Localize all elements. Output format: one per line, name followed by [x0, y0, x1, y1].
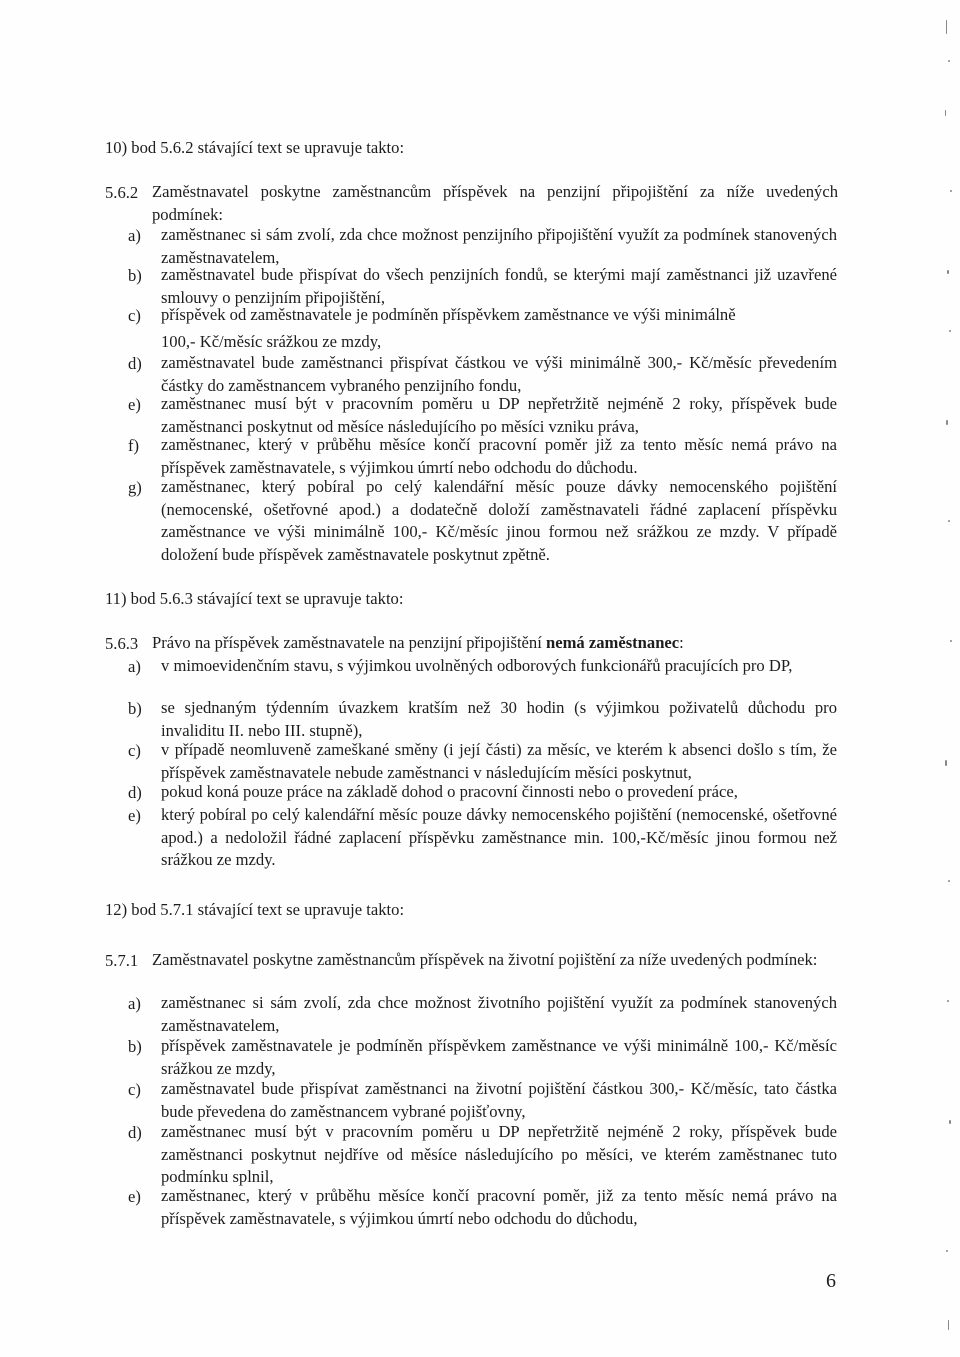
list-item: zaměstnanec, který v průběhu měsíce končí pracovní poměr již za tento měsíc nemá právo na příspěvek zaměstnavatele, s výjimkou úmrtí nebo odchodu do důchodu.: [161, 435, 837, 477]
scan-speck: [946, 420, 948, 425]
list-label: d): [128, 1123, 142, 1142]
list-item: zaměstnanec si sám zvolí, zda chce možnost životního pojištění využít za podmínek stanovených zaměstnavatelem,: [161, 993, 837, 1035]
scan-speck: [949, 330, 951, 332]
paragraph-text-part: :: [679, 633, 684, 652]
scan-speck: [947, 270, 949, 274]
paragraph-text-5-7-1: Zaměstnavatel poskytne zaměstnancům příspěvek na životní pojištění za níže uvedených podmínek:: [152, 950, 818, 969]
list-item: zaměstnanec, který pobíral po celý kalendářní měsíc pouze dávky nemocenského pojištění (nemocenské, ošetřovné apod.) a dodatečně doloží zaměstnavateli řádné zaplacení příspěvku zaměstnance ve výši minimálně 100,- Kč/měsíc jinou formou než srážkou ze mzdy. V případě doložení bude příspěvek zaměstnavatele poskytnut zpětně.: [161, 477, 837, 564]
list-item-continuation: 100,- Kč/měsíc srážkou ze mzdy,: [161, 332, 382, 351]
section-heading-10: 10) bod 5.6.2 stávající text se upravuje takto:: [105, 138, 405, 157]
section-heading-12: 12) bod 5.7.1 stávající text se upravuje takto:: [105, 900, 405, 919]
paragraph-number-5-6-3: 5.6.3: [105, 634, 139, 653]
list-label: b): [128, 266, 142, 285]
list-item: zaměstnanec, který v průběhu měsíce končí pracovní poměr, již za tento měsíc nemá právo na příspěvek zaměstnavatele, s výjimkou úmrtí nebo odchodu do důchodu,: [161, 1186, 837, 1228]
scan-speck: [948, 880, 950, 882]
list-label: a): [128, 994, 141, 1013]
section-heading-11: 11) bod 5.6.3 stávající text se upravuje takto:: [105, 589, 404, 608]
list-item: který pobíral po celý kalendářní měsíc pouze dávky nemocenského pojištění (nemocenské, ošetřovné apod.) a nedoložil řádné zaplacení příspěvku zaměstnance min. 100,-Kč/měsíc jinou formou než srážkou ze mzdy.: [161, 805, 837, 869]
list-item: pokud koná pouze práce na základě dohod o pracovní činnosti nebo o provedení práce,: [161, 782, 738, 801]
scan-speck: [947, 1000, 949, 1002]
list-item: zaměstnavatel bude přispívat zaměstnanci na životní pojištění částkou 300,- Kč/měsíc, tato částka bude převedena do zaměstnancem vybrané pojišťovny,: [161, 1079, 837, 1121]
scan-speck: [948, 60, 950, 62]
paragraph-number-5-6-2: 5.6.2: [105, 183, 139, 202]
list-item: příspěvek od zaměstnavatele je podmíněn příspěvkem zaměstnance ve výši minimálně: [161, 305, 736, 324]
paragraph-text-emphasis: nemá zaměstnanec: [545, 633, 680, 652]
scan-speck: [948, 520, 950, 522]
list-label: e): [128, 395, 141, 414]
list-item: zaměstnanec musí být v pracovním poměru u DP nepřetržitě nejméně 2 roky, příspěvek bude zaměstnanci poskytnut nejdříve od měsíce následujícího po měsíci, ve kterém zaměstnanec tuto podmínku splnil,: [161, 1122, 837, 1186]
list-label: c): [128, 1080, 141, 1099]
list-label: e): [128, 1187, 141, 1206]
scan-edge-artifacts: [936, 0, 960, 1357]
list-item: zaměstnanec musí být v pracovním poměru u DP nepřetržitě nejméně 2 roky, příspěvek bude zaměstnanci poskytnut od měsíce následujícího po měsíci vzniku práva,: [161, 394, 837, 436]
list-label: a): [128, 226, 141, 245]
page-number: 6: [826, 1270, 836, 1292]
list-label: c): [128, 741, 141, 760]
scan-speck: [949, 1120, 951, 1124]
list-label: d): [128, 783, 142, 802]
list-label: b): [128, 1037, 142, 1056]
list-item: zaměstnanec si sám zvolí, zda chce možnost penzijního připojištění využít za podmínek stanovených zaměstnavatelem,: [161, 225, 837, 267]
list-label: e): [128, 806, 141, 825]
list-label: b): [128, 699, 142, 718]
paragraph-number-5-7-1: 5.7.1: [105, 951, 139, 970]
scan-speck: [946, 20, 947, 34]
list-label: g): [128, 478, 142, 497]
list-item: příspěvek zaměstnavatele je podmíněn příspěvkem zaměstnance ve výši minimálně 100,- Kč/měsíc srážkou ze mzdy,: [161, 1036, 837, 1078]
paragraph-text-5-6-2: Zaměstnavatel poskytne zaměstnancům příspěvek na penzijní připojištění za níže uvedených podmínek:: [152, 182, 838, 224]
list-label: d): [128, 354, 142, 373]
scan-speck: [950, 640, 952, 642]
scan-speck: [945, 110, 946, 116]
list-label: a): [128, 657, 141, 676]
list-item: zaměstnavatel bude zaměstnanci přispívat částkou ve výši minimálně 300,- Kč/měsíc převedením částky do zaměstnancem vybraného penzijního fondu,: [161, 353, 837, 395]
list-item: zaměstnavatel bude přispívat do všech penzijních fondů, se kterými mají zaměstnanci již uzavřené smlouvy o penzijním připojištění,: [161, 265, 837, 307]
paragraph-text-5-6-3: [152, 632, 838, 655]
list-label: c): [128, 306, 141, 325]
scan-speck: [948, 1320, 949, 1330]
list-item: se sjednaným týdenním úvazkem kratším než 30 hodin (s výjimkou poživatelů důchodu pro invaliditu II. nebo III. stupně),: [161, 698, 837, 740]
list-item: v případě neomluveně zameškané směny (i její části) za měsíc, ve kterém k absenci došlo s tím, že příspěvek zaměstnavatele nebude zaměstnanci v následujícím měsíci poskytnut,: [161, 740, 837, 782]
scan-speck: [946, 1250, 948, 1252]
list-item: v mimoevidenčním stavu, s výjimkou uvolněných odborových funkcionářů pracujících pro DP,: [161, 656, 793, 675]
list-label: f): [128, 436, 140, 455]
scan-speck: [950, 190, 952, 192]
paragraph-text-part: Právo na příspěvek zaměstnavatele na penzijní připojištění: [152, 633, 546, 652]
scan-speck: [945, 760, 947, 766]
